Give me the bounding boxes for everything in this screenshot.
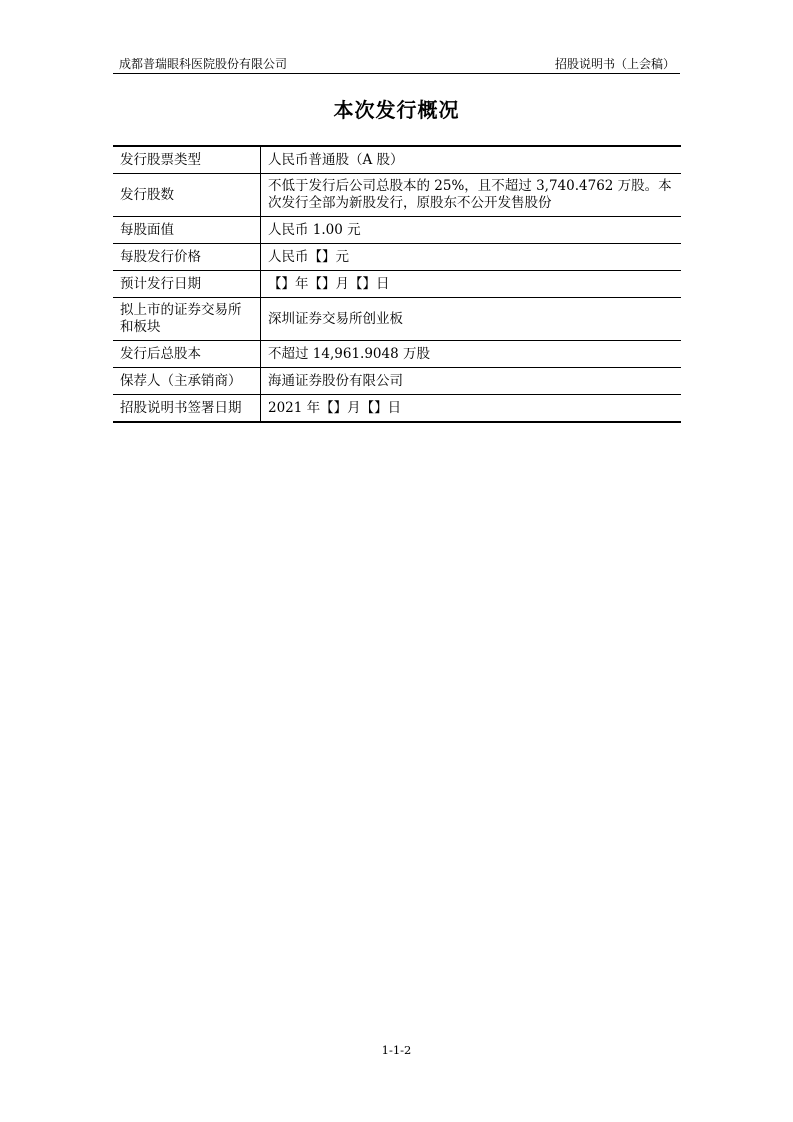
table-row (113, 146, 681, 174)
row-value: 人民币 1.00 元 (261, 217, 682, 244)
row-value: 【】年【】月【】日 (261, 271, 682, 298)
row-label: 每股面值 (113, 217, 261, 244)
row-value: 2021 年【】月【】日 (261, 395, 682, 423)
header-document-type: 招股说明书（上会稿） (554, 57, 675, 71)
row-value: 人民币【】元 (261, 244, 682, 271)
table-row (113, 368, 681, 395)
row-label: 保荐人（主承销商） (113, 368, 261, 395)
table-row (113, 271, 681, 298)
table-row (113, 395, 681, 423)
table-row (113, 217, 681, 244)
row-label: 发行后总股本 (113, 341, 261, 368)
row-label: 拟上市的证券交易所和板块 (113, 298, 261, 341)
table-row (113, 341, 681, 368)
row-value: 深圳证券交易所创业板 (261, 298, 682, 341)
table-row (113, 298, 681, 341)
row-value: 海通证券股份有限公司 (261, 368, 682, 395)
row-label: 发行股票类型 (113, 146, 261, 174)
page-title: 本次发行概况 (333, 98, 460, 122)
page-number: 1-1-2 (381, 1043, 412, 1057)
row-value: 不低于发行后公司总股本的 25%，且不超过 3,740.4762 万股。本次发行全部为新股发行，原股东不公开发售股份 (261, 174, 682, 217)
row-value: 不超过 14,961.9048 万股 (261, 341, 682, 368)
table-row (113, 244, 681, 271)
row-value: 人民币普通股（A 股） (261, 146, 682, 174)
issuance-overview-table (113, 145, 681, 423)
table-row (113, 174, 681, 217)
row-label: 招股说明书签署日期 (113, 395, 261, 423)
row-label: 预计发行日期 (113, 271, 261, 298)
header-divider (113, 73, 680, 74)
row-label: 每股发行价格 (113, 244, 261, 271)
row-label: 发行股数 (113, 174, 261, 217)
header-company-name: 成都普瑞眼科医院股份有限公司 (119, 57, 288, 71)
